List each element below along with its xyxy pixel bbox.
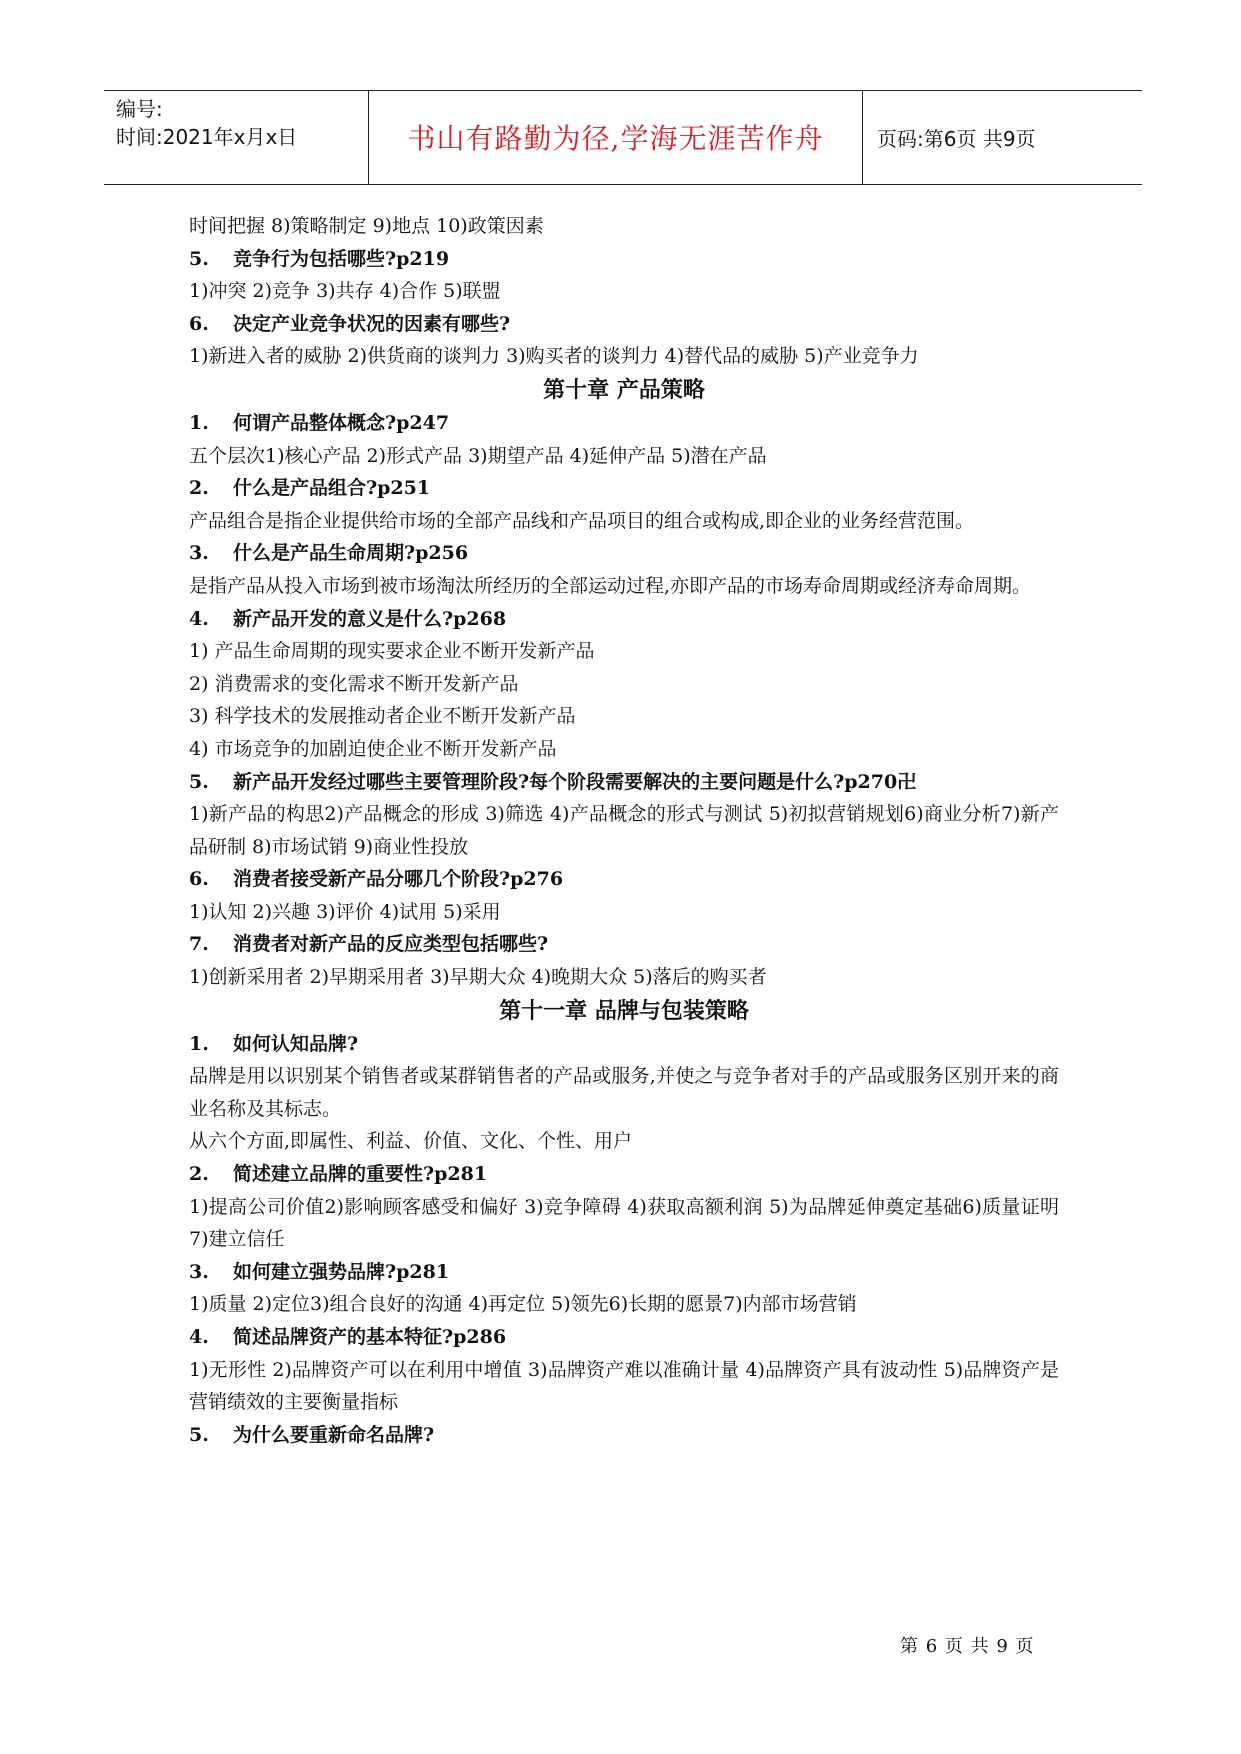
question-heading <box>189 308 1059 341</box>
body-paragraph: 品牌是用以识别某个销售者或某群销售者的产品或服务,并使之与竞争者对手的产品或服务区别开来的商业名称及其标志。 <box>189 1065 1059 1120</box>
question-number: 5. <box>189 247 209 270</box>
question-number: 6. <box>189 312 209 335</box>
body-paragraph: 时间把握 8)策略制定 9)地点 10)政策因素 <box>189 215 544 237</box>
header-right-cell <box>863 91 1142 184</box>
question-text: 什么是产品生命周期?p256 <box>233 542 469 565</box>
body-paragraph: 1) 产品生命周期的现实要求企业不断开发新产品 <box>189 640 595 663</box>
body-paragraph: 1)提高公司价值2)影响顾客感受和偏好 3)竞争障碍 4)获取高额利润 5)为品牌延伸奠定基础6)质量证明 7)建立信任 <box>189 1195 1059 1251</box>
question-heading <box>189 766 1059 799</box>
body-paragraph: 3) 科学技术的发展推动者企业不断开发新产品 <box>189 705 576 728</box>
page-footer: 第 6 页 共 9 页 <box>900 1636 1035 1657</box>
page-header <box>104 90 1142 185</box>
question-number: 6. <box>189 868 209 891</box>
question-text: 新产品开发的意义是什么?p268 <box>233 607 507 630</box>
question-heading <box>189 1256 1059 1289</box>
question-number: 1. <box>189 1032 209 1055</box>
question-number: 5. <box>189 770 209 793</box>
question-heading <box>189 243 1059 276</box>
body-paragraph: 1)认知 2)兴趣 3)评价 4)试用 5)采用 <box>189 900 501 923</box>
question-heading <box>189 1158 1059 1191</box>
question-number: 7. <box>189 933 209 956</box>
body-paragraph: 1)新进入者的威胁 2)供货商的谈判力 3)购买者的谈判力 4)替代品的威胁 5)产业竞争力 <box>189 345 919 368</box>
chapter-heading: 第十一章 品牌与包装策略 <box>499 997 749 1024</box>
question-number: 2. <box>189 477 209 500</box>
document-body <box>189 210 1059 1451</box>
question-heading <box>189 928 1059 961</box>
question-text: 消费者对新产品的反应类型包括哪些? <box>233 933 549 956</box>
question-number: 4. <box>189 607 209 630</box>
question-heading <box>189 407 1059 440</box>
question-text: 竞争行为包括哪些?p219 <box>233 247 450 270</box>
body-paragraph: 1)冲突 2)竞争 3)共存 4)合作 5)联盟 <box>189 280 501 303</box>
question-text: 简述品牌资产的基本特征?p286 <box>233 1326 507 1348</box>
question-number: 2. <box>189 1163 209 1186</box>
question-text: 为什么要重新命名品牌? <box>233 1423 435 1446</box>
question-heading <box>189 537 1059 570</box>
question-text: 何谓产品整体概念?p247 <box>233 411 450 434</box>
question-number: 3. <box>189 542 209 565</box>
question-number: 3. <box>189 1260 209 1283</box>
question-heading <box>189 472 1059 505</box>
number-label: 编号: <box>116 97 163 121</box>
header-page-number: 页码:第6页 共9页 <box>877 127 1036 151</box>
question-text: 消费者接受新产品分哪几个阶段?p276 <box>233 868 564 891</box>
question-number: 5. <box>189 1423 209 1446</box>
body-paragraph: 4) 市场竞争的加剧迫使企业不断开发新产品 <box>189 737 557 760</box>
question-heading <box>189 863 1059 896</box>
question-heading <box>189 1419 1059 1452</box>
body-paragraph: 1)新产品的构思2)产品概念的形成 3)筛选 4)产品概念的形式与测试 5)初拟营销规划6)商业分析7)新产品研制 8)市场试销 9)商业性投放 <box>189 803 1059 858</box>
question-text: 简述建立品牌的重要性?p281 <box>233 1163 488 1186</box>
header-middle-cell <box>369 91 863 184</box>
chapter-heading: 第十章 产品策略 <box>543 376 705 403</box>
question-text: 如何认知品牌? <box>233 1032 359 1055</box>
question-text: 如何建立强势品牌?p281 <box>233 1260 450 1283</box>
body-paragraph: 从六个方面,即属性、利益、价值、文化、个性、用户 <box>189 1130 633 1153</box>
body-paragraph: 是指产品从投入市场到被市场淘汰所经历的全部运动过程,亦即产品的市场寿命周期或经济寿命周期。 <box>189 574 1032 597</box>
body-paragraph: 1)无形性 2)品牌资产可以在利用中增值 3)品牌资产难以准确计量 4)品牌资产具有波动性 5)品牌资产是营销绩效的主要衡量指标 <box>189 1358 1059 1414</box>
question-text: 新产品开发经过哪些主要管理阶段?每个阶段需要解决的主要问题是什么?p270卍 <box>233 770 917 793</box>
header-motto: 书山有路勤为径,学海无涯苦作舟 <box>407 122 824 155</box>
header-left-cell <box>104 91 369 184</box>
body-paragraph: 五个层次1)核心产品 2)形式产品 3)期望产品 4)延伸产品 5)潜在产品 <box>189 444 767 467</box>
question-number: 1. <box>189 411 209 434</box>
body-paragraph: 1)创新采用者 2)早期采用者 3)早期大众 4)晚期大众 5)落后的购买者 <box>189 966 767 989</box>
question-heading <box>189 603 1059 636</box>
question-heading <box>189 1321 1059 1354</box>
body-paragraph: 产品组合是指企业提供给市场的全部产品线和产品项目的组合或构成,即企业的业务经营范围。 <box>189 509 975 532</box>
question-text: 决定产业竞争状况的因素有哪些? <box>233 312 511 335</box>
body-paragraph: 2) 消费需求的变化需求不断开发新产品 <box>189 672 519 695</box>
question-heading <box>189 1028 1059 1061</box>
time-label: 时间:2021年x月x日 <box>116 125 298 149</box>
question-number: 4. <box>189 1326 209 1348</box>
question-text: 什么是产品组合?p251 <box>233 477 431 500</box>
body-paragraph: 1)质量 2)定位3)组合良好的沟通 4)再定位 5)领先6)长期的愿景7)内部市场营销 <box>189 1293 857 1316</box>
